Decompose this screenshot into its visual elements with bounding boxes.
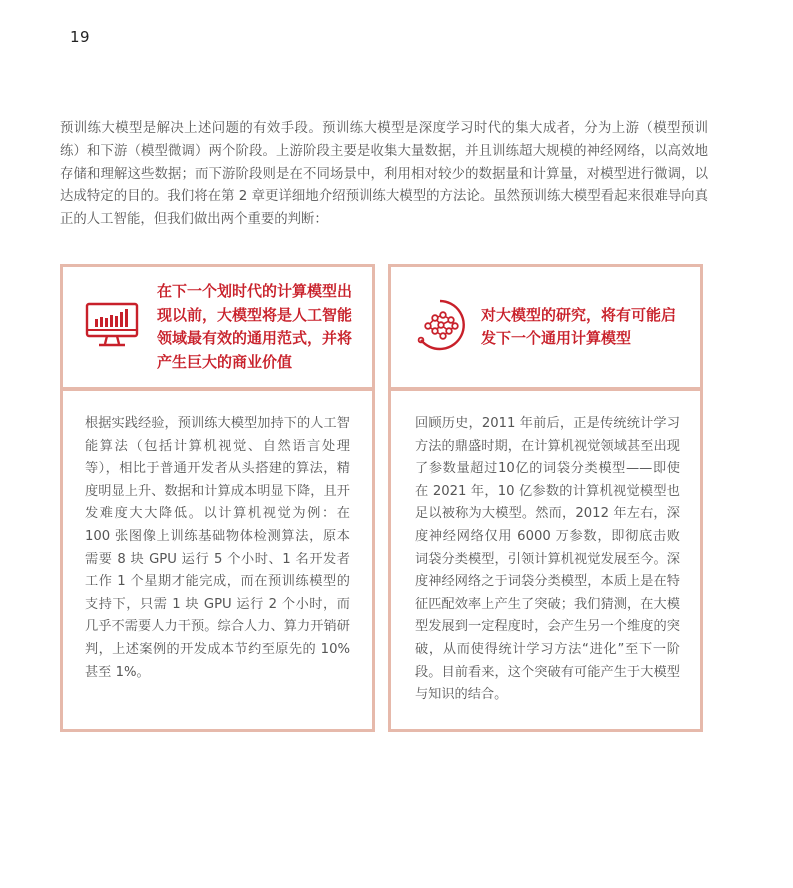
judgment-2-title: 对大模型的研究，将有可能启发下一个通用计算模型 (481, 305, 677, 347)
intro-paragraph: 预训练大模型是解决上述问题的有效手段。预训练大模型是深度学习时代的集大成者，分为上游（模型预训练）和下游（模型微调）两个阶段。上游阶段主要是收集大量数据，并且训练超大规模的神经网络，以高效地存储和理解这些数据；而下游阶段则是在不同场景中，利用相对较少的数据量和计算量，对模型进行微调，以达成特定的目的。我们将在第 2 章更详细地介绍预训练大模型的方法论。虽然预训练大模型看起来很难导向真正的人工智能，但我们做出两个重要的判断： (60, 121, 708, 228)
judgment-2-text: 回顾历史，2011 年前后，正是传统统计学习方法的鼎盛时期，在计算机视觉领域甚至出现了参数量超过10亿的词袋分类模型——即使在 2021 年，10 亿参数的计算机视觉模型也足以被称为大模型。然而，2012 年左右，深度神经网络仅用 6000 万参数，即彻底击败词袋分类模型，引领计算机视觉发展至今。深度神经网络之于词袋分类模型，本质上是在特征匹配效率上产生了突破；我们猜测，在大模型发展到一定程度时，会产生另一个维度的突破，从而使得统计学习方法“进化”至下一阶段。目前看来，这个突破有可能产生于大模型与知识的结合。 (415, 416, 680, 703)
monitor-bar-chart-icon (85, 301, 139, 353)
judgment-1-body (60, 388, 375, 732)
judgment-1-title: 在下一个划时代的计算模型出现以前，大模型将是人工智能领域最有效的通用范式，并将产生巨大的商业价值 (157, 282, 353, 371)
judgment-2-header (388, 264, 703, 390)
page-number: 19 (70, 28, 91, 46)
judgment-1-header (60, 264, 375, 390)
judgment-1-text: 根据实践经验，预训练大模型加持下的人工智能算法（包括计算机视觉、自然语言处理等），相比于普通开发者从头搭建的算法，精度明显上升、数据和计算成本明显下降，且开发难度大大降低。以计算机视觉为例：在 100 张图像上训练基础物体检测算法，原本需要 8 块 GPU 运行 5 个小时、1 名开发者工作 1 个星期才能完成，而在预训练模型的支持下，只需 1 块 GPU 运行 2 个小时，而几乎不需要人力干预。综合人力、算力开销研判，上述案例的开发成本节约至原先的 10% 甚至 1%。 (85, 416, 350, 680)
judgment-2-body (388, 388, 703, 732)
neural-network-icon (413, 298, 467, 356)
